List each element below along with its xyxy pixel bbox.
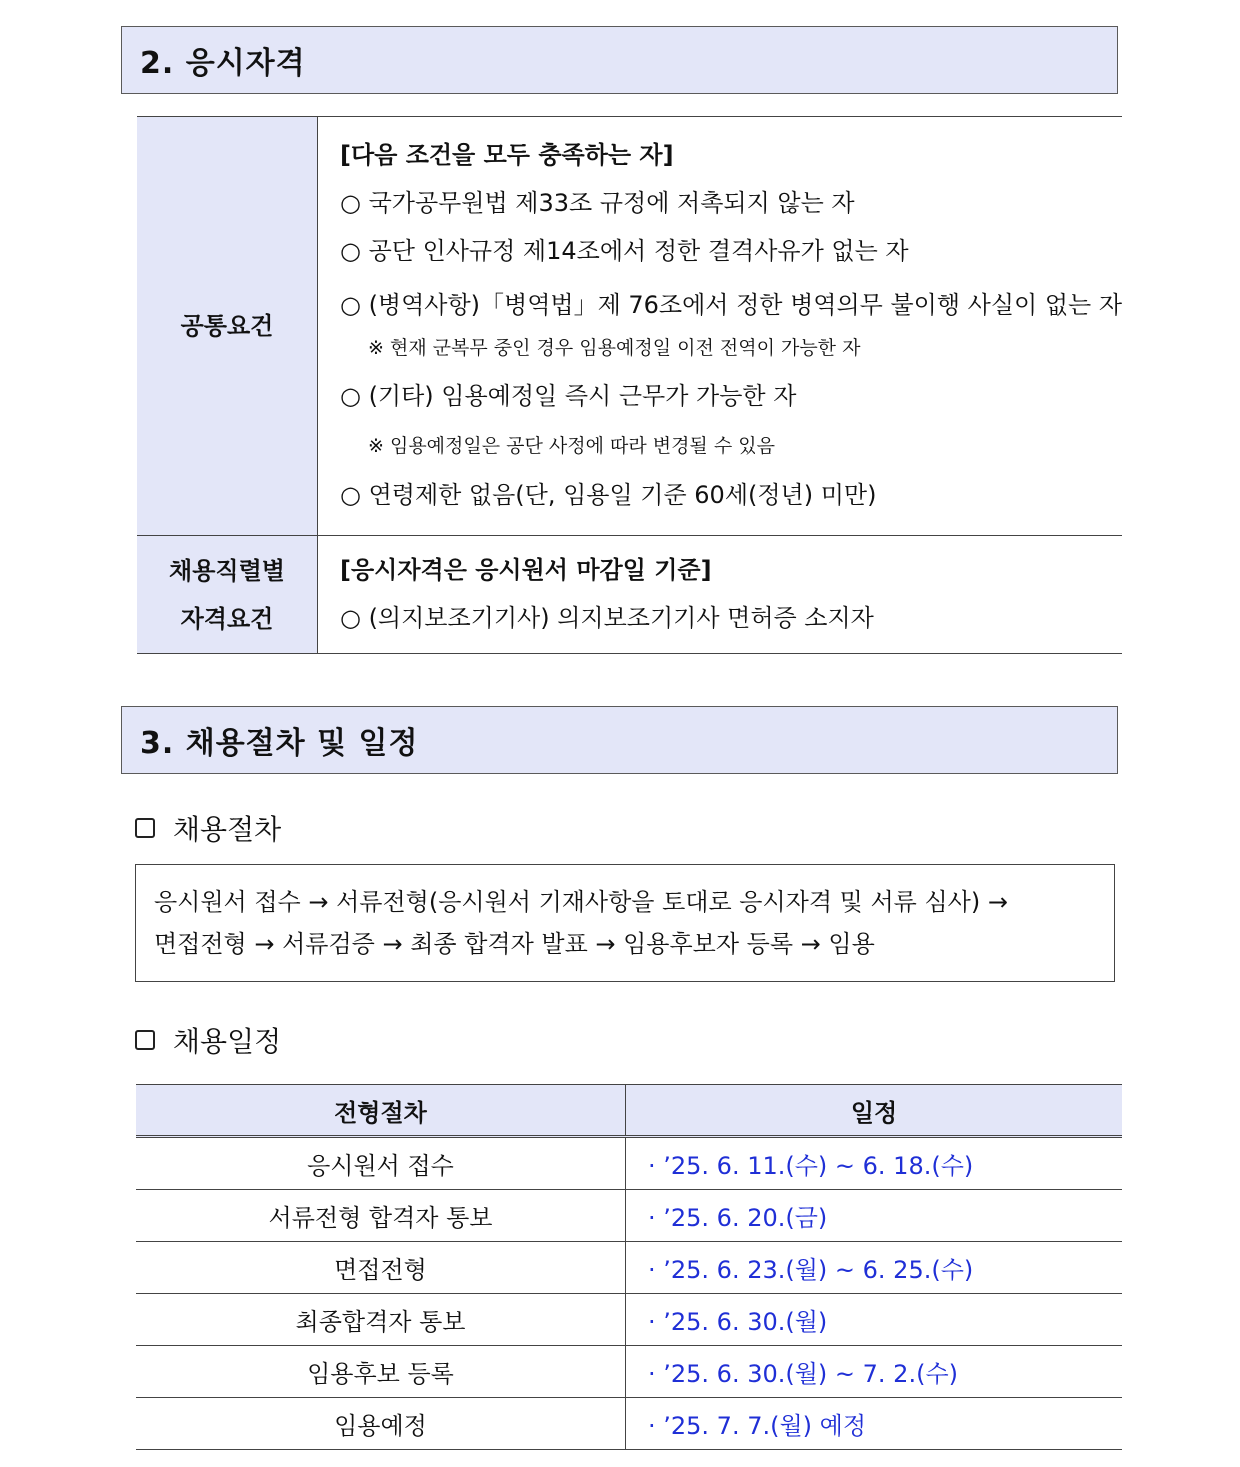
date-cell: · ’25. 6. 30.(월) ~ 7. 2.(수)	[648, 1360, 958, 1388]
date-cell: · ’25. 7. 7.(월) 예정	[648, 1412, 867, 1440]
common-item-5: ○ 연령제한 없음(단, 임용일 기준 60세(정년) 미만)	[340, 481, 877, 509]
job-item-1: ○ (의지보조기기사) 의지보조기기사 면허증 소지자	[340, 604, 874, 632]
schedule-subheading: 채용일정	[135, 1020, 281, 1060]
job-requirements-label: 채용직렬별 자격요건	[137, 536, 318, 653]
step-cell: 서류전형 합격자 통보	[136, 1190, 626, 1241]
common-requirements-heading: [다음 조건을 모두 충족하는 자]	[340, 141, 674, 169]
table-row	[136, 1138, 1122, 1190]
procedure-line-2: 면접전형 → 서류검증 → 최종 합격자 발표 → 임용후보자 등록 → 임용	[154, 930, 875, 958]
checkbox-icon	[135, 1030, 155, 1050]
qualification-table	[137, 116, 1122, 654]
step-cell: 최종합격자 통보	[136, 1294, 626, 1345]
checkbox-icon	[135, 818, 155, 838]
section-2-title: 2. 응시자격	[140, 46, 306, 81]
section-3-header	[121, 706, 1118, 774]
common-requirements-content	[318, 117, 1122, 535]
date-cell: · ’25. 6. 30.(월)	[648, 1308, 828, 1336]
table-row	[136, 1294, 1122, 1346]
job-requirements-row	[137, 535, 1122, 653]
date-cell: · ’25. 6. 11.(수) ~ 6. 18.(수)	[648, 1152, 974, 1180]
header-date: 일정	[850, 1098, 898, 1127]
common-item-3: ○ (병역사항)「병역법」제 76조에서 정한 병역의무 불이행 사실이 없는 자	[340, 291, 1123, 319]
common-item-2: ○ 공단 인사규정 제14조에서 정한 결격사유가 없는 자	[340, 237, 909, 265]
common-item-4: ○ (기타) 임용예정일 즉시 근무가 가능한 자	[340, 382, 797, 410]
section-3-title: 3. 채용절차 및 일정	[140, 726, 419, 761]
header-step: 전형절차	[136, 1085, 626, 1135]
step-cell: 임용예정	[136, 1398, 626, 1449]
job-requirements-content	[318, 536, 1122, 653]
common-item-1: ○ 국가공무원법 제33조 규정에 저촉되지 않는 자	[340, 189, 855, 217]
step-cell: 응시원서 접수	[136, 1138, 626, 1189]
section-2-header	[121, 26, 1118, 94]
step-cell: 면접전형	[136, 1242, 626, 1293]
schedule-table-header	[136, 1084, 1122, 1138]
procedure-line-1: 응시원서 접수 → 서류전형(응시원서 기재사항을 토대로 응시자격 및 서류 심사) →	[154, 888, 1008, 916]
date-cell: · ’25. 6. 20.(금)	[648, 1204, 828, 1232]
schedule-table	[136, 1084, 1122, 1450]
job-requirements-heading: [응시자격은 응시원서 마감일 기준]	[340, 556, 712, 584]
common-requirements-row	[137, 117, 1122, 535]
common-note-2: ※ 임용예정일은 공단 사정에 따라 변경될 수 있음	[368, 435, 775, 457]
table-row	[136, 1242, 1122, 1294]
table-row	[136, 1398, 1122, 1450]
common-requirements-label: 공통요건	[137, 117, 318, 535]
table-row	[136, 1190, 1122, 1242]
procedure-box	[135, 864, 1115, 982]
step-cell: 임용후보 등록	[136, 1346, 626, 1397]
table-row	[136, 1346, 1122, 1398]
common-note-1: ※ 현재 군복무 중인 경우 임용예정일 이전 전역이 가능한 자	[368, 337, 861, 359]
procedure-subheading: 채용절차	[135, 808, 281, 848]
date-cell: · ’25. 6. 23.(월) ~ 6. 25.(수)	[648, 1256, 974, 1284]
